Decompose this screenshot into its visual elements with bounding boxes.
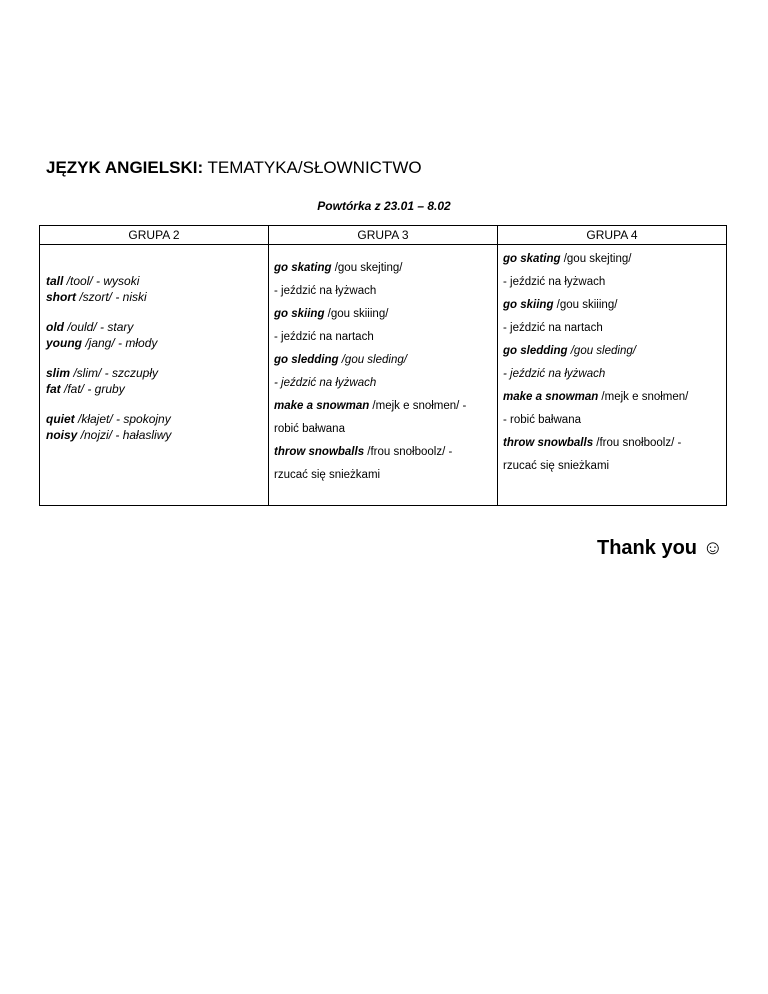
list-item: go skiing /gou skiiing/ [503,299,618,311]
list-item: - robić bałwana [503,414,581,426]
header-grupa-4: GRUPA 4 [498,226,727,245]
grupa-4-cell [498,245,727,506]
adjective-pair [46,319,268,351]
list-item: robić bałwana [274,423,345,435]
list-item: slim /slim/ - szczupły [46,366,159,380]
list-item: go skating /gou skejting/ [274,262,403,274]
list-item: fat /fat/ - gruby [46,382,125,396]
list-item: old /ould/ - stary [46,320,134,334]
list-item: tall /tool/ - wysoki [46,274,140,288]
subtitle: Powtórka z 23.01 – 8.02 [317,199,451,213]
list-item: - jeździć na łyżwach [274,377,377,389]
list-item: - jeździć na łyżwach [503,276,606,288]
list-item: short /szort/ - niski [46,290,147,304]
list-item: - jeździć na łyżwach [274,285,377,297]
header-grupa-3: GRUPA 3 [269,226,498,245]
list-item: go sledding /gou sleding/ [503,345,636,357]
list-item: make a snowman /mejk e snołmen/ [503,391,689,403]
list-item: - jeździć na łyżwach [503,368,606,380]
list-item: rzucać się snieżkami [503,460,610,472]
list-item: quiet /kłajet/ - spokojny [46,412,171,426]
adjective-pair [46,273,268,305]
list-item: rzucać się snieżkami [274,469,381,481]
adjective-pair [46,365,268,397]
adjective-pair [46,411,268,443]
title-rest: TEMATYKA/SŁOWNICTWO [203,158,422,177]
list-item: young /jang/ - młody [46,336,158,350]
list-item: - jeździć na nartach [503,322,603,334]
list-item: noisy /nojzi/ - hałasliwy [46,428,172,442]
header-grupa-2: GRUPA 2 [40,226,269,245]
list-item: go sledding /gou sleding/ [274,354,407,366]
list-item: throw snowballs /frou snołboolz/ - [274,446,453,458]
list-item: go skiing /gou skiiing/ [274,308,389,320]
list-item: throw snowballs /frou snołboolz/ - [503,437,682,449]
title-bold: JĘZYK ANGIELSKI: [46,158,204,177]
list-item: - jeździć na nartach [274,331,374,343]
thank-you-text: Thank you ☺ [597,537,723,559]
list-item: make a snowman /mejk e snołmen/ - [274,400,467,412]
grupa-3-cell [269,245,498,506]
vocabulary-table [39,225,727,506]
grupa-2-cell [40,245,269,506]
page-title [46,158,422,178]
list-item: go skating /gou skejting/ [503,253,632,265]
smiley-icon: ☺ [702,537,723,559]
